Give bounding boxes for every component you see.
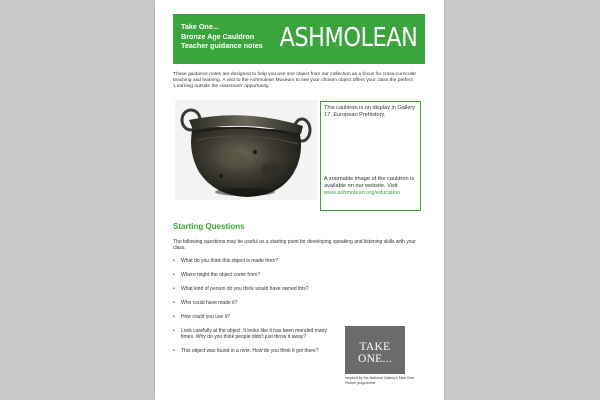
bullet: •	[173, 328, 175, 334]
question-text: How could you use it?	[181, 314, 230, 320]
header-banner	[173, 14, 425, 64]
banner-title-line1: Take One...	[181, 22, 219, 31]
banner-title-line2: Bronze Age Cauldron	[181, 31, 255, 41]
starting-questions-heading: Starting Questions	[173, 222, 245, 231]
take-one-logo	[345, 326, 405, 374]
question-text: What do you think this object is made from?	[181, 258, 278, 264]
ashmolean-logo: ASHMOLEAN	[279, 23, 417, 53]
bullet: •	[173, 300, 175, 306]
question-text: This object was found in a river. How do you think it got there?	[181, 348, 319, 354]
bullet: •	[173, 258, 175, 264]
cauldron-image	[175, 100, 317, 200]
question-text: What kind of person do you think would have owned this?	[181, 286, 309, 292]
website-link[interactable]: www.ashmolean.org/education	[324, 190, 401, 196]
display-note: This cauldron is on display in Gallery 17, European Prehistory.	[324, 105, 416, 118]
take-one-caption: Inspired by the National Gallery's Take One Picture programme	[345, 376, 414, 385]
question-text: Who could have made it?	[181, 300, 238, 306]
starting-questions-intro: The following questions may be useful as a starting point for developing speaking and listening skills with your class.	[173, 239, 416, 252]
bullet: •	[173, 286, 175, 292]
bullet: •	[173, 348, 175, 354]
cauldron-photo	[175, 100, 317, 200]
question-text: Look carefully at the object. It looks like it has been mended many times. Why do you think people didn't just throw it away?	[181, 328, 327, 341]
info-box	[320, 101, 421, 211]
bullet: •	[173, 314, 175, 320]
banner-title-line3: Teacher guidance notes	[181, 41, 263, 50]
document-page	[155, 0, 444, 400]
visit-label: Visit	[387, 183, 398, 189]
zoom-note: A zoomable image of the cauldron is available on our website.	[324, 176, 415, 189]
intro-paragraph: These guidance notes are designed to help you use one object from our collection as a focus for cross-curricular teaching and learning. A visit to the Ashmolean Museum to see your chosen object offers your class the perfect 'Learning outside the classroom' opportunity.	[173, 72, 417, 90]
bullet: •	[173, 272, 175, 278]
question-text: Where might the object come from?	[181, 272, 261, 278]
banner-titles	[181, 22, 263, 51]
zoom-note-block	[324, 176, 416, 197]
take-one-brand: TAKE ONE...	[357, 341, 393, 365]
